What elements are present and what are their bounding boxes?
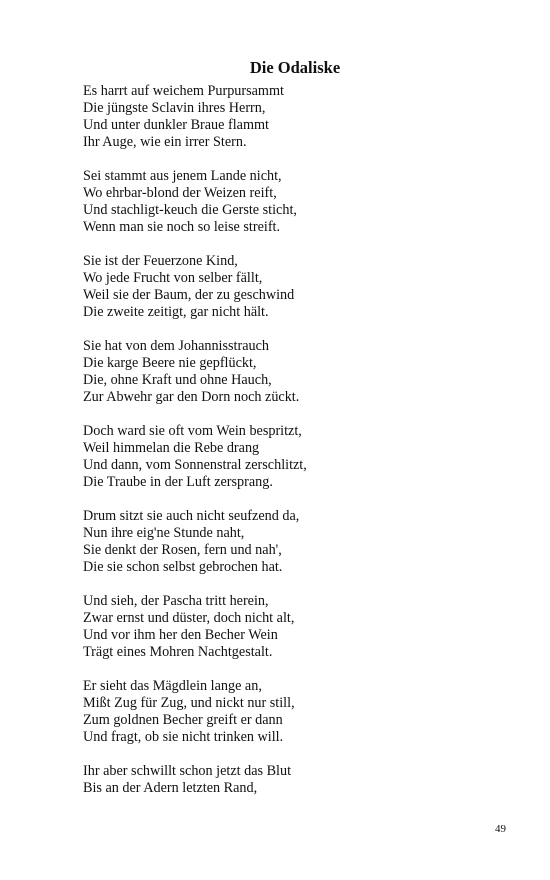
poem-line: Er sieht das Mägdlein lange an, bbox=[83, 678, 262, 694]
poem-line: Sei stammt aus jenem Lande nicht, bbox=[83, 168, 282, 184]
poem-line: Und stachligt-keuch die Gerste sticht, bbox=[83, 202, 297, 218]
poem-line: Ihr aber schwillt schon jetzt das Blut bbox=[83, 763, 292, 779]
stanza-7 bbox=[83, 593, 503, 661]
poem-line: Sie hat von dem Johannisstrauch bbox=[83, 338, 269, 354]
poem-line: Zum goldnen Becher greift er dann bbox=[83, 712, 283, 728]
stanza-2 bbox=[83, 168, 503, 236]
stanza-6 bbox=[83, 508, 503, 576]
stanza-9 bbox=[83, 763, 503, 797]
poem-line: Die karge Beere nie gepflückt, bbox=[83, 355, 257, 371]
poem-line: Nun ihre eig'ne Stunde naht, bbox=[83, 525, 245, 541]
poem-line: Und fragt, ob sie nicht trinken will. bbox=[83, 729, 284, 745]
poem-line: Wo jede Frucht von selber fällt, bbox=[83, 270, 263, 286]
poem-line: Sie ist der Feuerzone Kind, bbox=[83, 253, 238, 269]
poem-line: Zur Abwehr gar den Dorn noch zückt. bbox=[83, 389, 300, 405]
poem-line: Weil himmelan die Rebe drang bbox=[83, 440, 260, 456]
poem-line: Wenn man sie noch so leise streift. bbox=[83, 219, 281, 235]
poem-line: Zwar ernst und düster, doch nicht alt, bbox=[83, 610, 295, 626]
poem-line: Und sieh, der Pascha tritt herein, bbox=[83, 593, 269, 609]
poem-line: Mißt Zug für Zug, und nickt nur still, bbox=[83, 695, 295, 711]
poem-body bbox=[83, 83, 503, 814]
poem-line: Trägt eines Mohren Nachtgestalt. bbox=[83, 644, 273, 660]
stanza-1 bbox=[83, 83, 503, 151]
poem-line: Ihr Auge, wie ein irrer Stern. bbox=[83, 134, 247, 150]
poem-line: Die jüngste Sclavin ihres Herrn, bbox=[83, 100, 266, 116]
poem-line: Weil sie der Baum, der zu geschwind bbox=[83, 287, 295, 303]
poem-line: Doch ward sie oft vom Wein bespritzt, bbox=[83, 423, 302, 439]
poem-line: Die, ohne Kraft und ohne Hauch, bbox=[83, 372, 272, 388]
poem-title: Die Odaliske bbox=[249, 58, 341, 77]
poem-line: Bis an der Adern letzten Rand, bbox=[83, 780, 258, 796]
poem-line: Die zweite zeitigt, gar nicht hält. bbox=[83, 304, 269, 320]
poem-line: Und dann, vom Sonnenstral zerschlitzt, bbox=[83, 457, 307, 473]
stanza-4 bbox=[83, 338, 503, 406]
poem-line: Die sie schon selbst gebrochen hat. bbox=[83, 559, 283, 575]
poem-line: Drum sitzt sie auch nicht seufzend da, bbox=[83, 508, 300, 524]
poem-line: Und vor ihm her den Becher Wein bbox=[83, 627, 278, 643]
poem-line: Sie denkt der Rosen, fern und nah', bbox=[83, 542, 282, 558]
page-number: 49 bbox=[495, 823, 506, 835]
poem-line: Und unter dunkler Braue flammt bbox=[83, 117, 269, 133]
stanza-5 bbox=[83, 423, 503, 491]
poem-line: Wo ehrbar-blond der Weizen reift, bbox=[83, 185, 277, 201]
poem-line: Es harrt auf weichem Purpursammt bbox=[83, 83, 284, 99]
poem-line: Die Traube in der Luft zersprang. bbox=[83, 474, 273, 490]
stanza-3 bbox=[83, 253, 503, 321]
stanza-8 bbox=[83, 678, 503, 746]
